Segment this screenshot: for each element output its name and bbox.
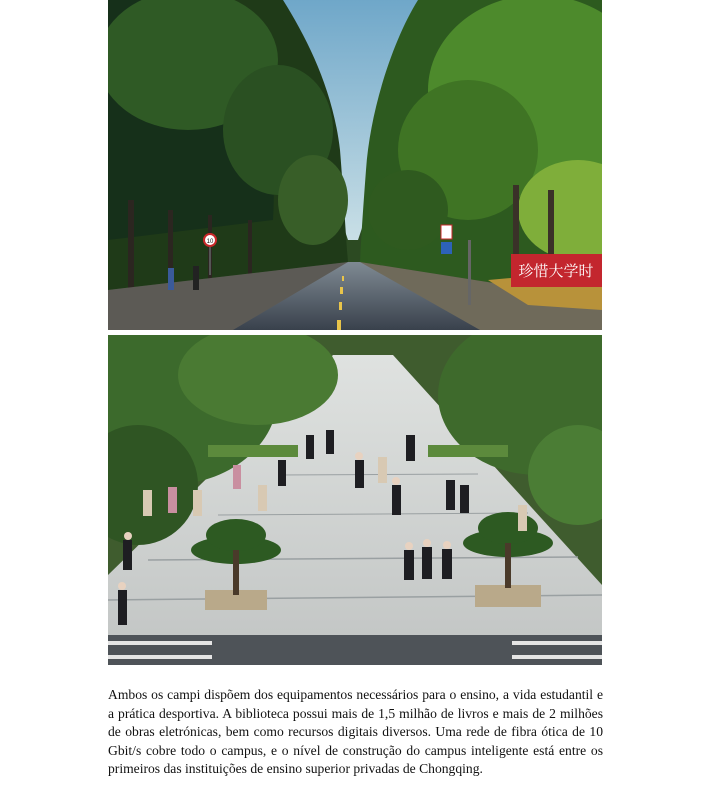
campus-road-illustration: [108, 0, 602, 330]
speed-limit-sign: 10: [206, 239, 214, 245]
campus-walkway-photo: [108, 335, 602, 665]
campus-walkway-illustration: [108, 335, 602, 665]
body-paragraph: Ambos os campi dispõem dos equipamentos necessários para o ensino, a vida estudantil e a prática desportiva. A biblioteca possui mais de 1,5 milhão de livros e mais de 2 milhões de obras eletrónicas, bem como recursos digitais diversos. Uma rede de fibra ótica de 10 Gbit/s cobre todo o campus, e o nível de construção do campus inteligente está entre os primeiros das instituições de ensino superior privadas de Chongqing.: [108, 687, 603, 777]
campus-road-photo: [108, 0, 602, 330]
banner-text: 珍惜大学时: [518, 262, 594, 280]
